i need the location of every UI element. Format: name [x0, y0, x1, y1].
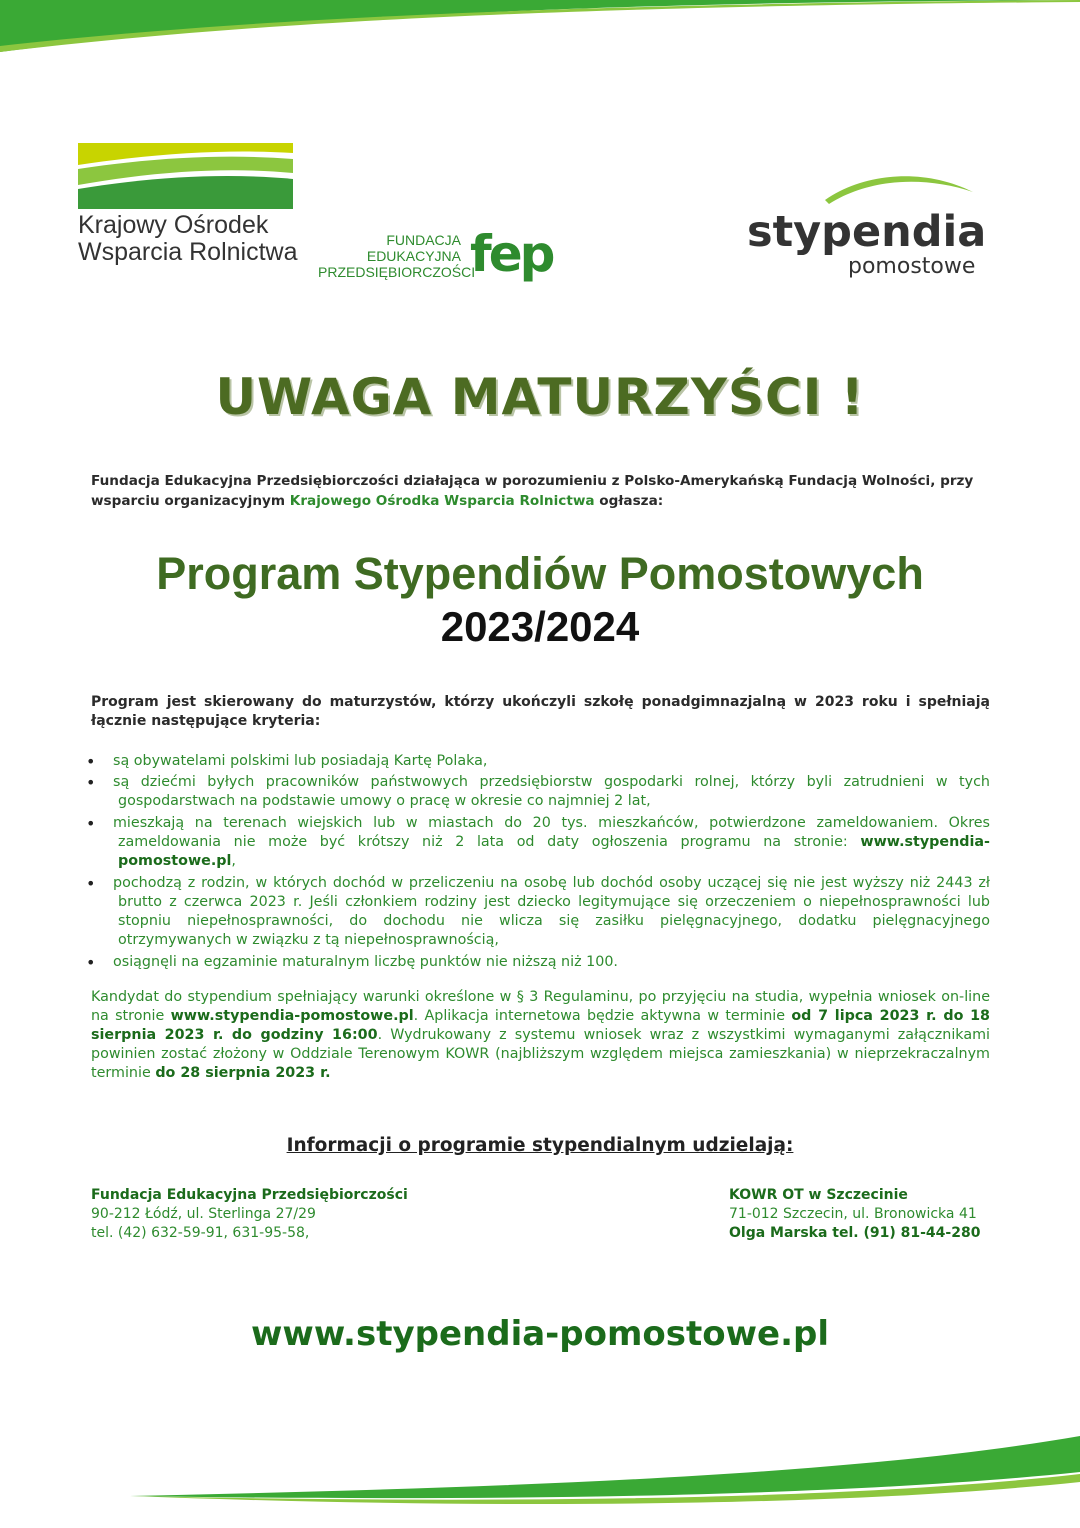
- applicant-dates: od 7 lipca 2023 r. do 18 sierpnia 2023 r. do godziny 16:00: [91, 1008, 990, 1043]
- stypendia-logo-main: stypendia: [747, 207, 987, 257]
- criteria-list: [91, 752, 990, 975]
- contact-fep: [91, 1186, 408, 1243]
- contact-fep-address: 90-212 Łódź, ul. Sterlinga 27/29: [91, 1206, 316, 1222]
- applicant-text-2: . Aplikacja internetowa będzie aktywna w terminie: [413, 1008, 792, 1024]
- fep-logo-mark: fep: [470, 225, 553, 283]
- contact-kowr: [729, 1186, 980, 1243]
- criteria-item-text: osiągnęli na egzaminie maturalnym liczbę punktów nie niższą niż 100.: [113, 954, 618, 970]
- applicant-website-link[interactable]: www.stypendia-pomostowe.pl: [170, 1008, 414, 1024]
- fep-logo-text: [318, 232, 476, 280]
- intro-text-2: ogłasza:: [594, 493, 664, 509]
- criteria-item: [91, 773, 990, 811]
- criteria-item: [91, 752, 990, 771]
- applicant-paragraph: [91, 988, 990, 1083]
- contact-fep-phone: tel. (42) 632-59-91, 631-95-58,: [91, 1225, 310, 1241]
- intro-paragraph: [91, 471, 991, 511]
- contact-kowr-phone: Olga Marska tel. (91) 81-44-280: [729, 1225, 981, 1241]
- program-years: 2023/2024: [440, 603, 640, 650]
- stypendia-logo-sub: pomostowe: [848, 254, 976, 279]
- criteria-item: [91, 814, 990, 871]
- contact-kowr-name: KOWR OT w Szczecinie: [729, 1187, 908, 1203]
- criteria-item-text: są obywatelami polskimi lub posiadają Kartę Polaka,: [113, 753, 488, 769]
- footer-website-link[interactable]: www.stypendia-pomostowe.pl: [251, 1314, 829, 1354]
- kowr-logo-line1: Krajowy Ośrodek: [78, 211, 269, 239]
- headline: UWAGA MATURZYŚCI !: [215, 368, 865, 426]
- applicant-text-3: . Wydrukowany z systemu wniosek wraz z wszystkimi wymaganymi załącznikami powinien zostać złożony w Oddziale Terenowym KOWR (najbliższym względem miejsca zamieszkania) w nieprzekraczalnym terminie: [91, 1027, 990, 1081]
- criteria-website-link[interactable]: www.stypendia-pomostowe.pl: [118, 834, 990, 869]
- intro-text-1: Fundacja Edukacyjna Przedsiębiorczości działająca w porozumieniu z Polsko-Amerykańską Fundacją Wolności, przy wsparciu organizacyjnym: [91, 473, 974, 509]
- fep-logo-line3: PRZEDSIĘBIORCZOŚCI: [318, 264, 476, 280]
- stypendia-logo-arc: [825, 170, 975, 210]
- criteria-item: [91, 953, 990, 972]
- kowr-logo-mark: [78, 143, 294, 209]
- fep-logo-line2: EDUKACYJNA: [366, 248, 461, 264]
- criteria-item-end: ,: [231, 853, 236, 869]
- criteria-item-text: są dziećmi byłych pracowników państwowych przedsiębiorstw gospodarki rolnej, którzy byli zatrudnieni w tych gospodarstwach na podstawie umowy o pracę w okresie co najmniej 2 lat,: [113, 774, 990, 809]
- contact-kowr-address: 71-012 Szczecin, ul. Bronowicka 41: [729, 1206, 977, 1222]
- top-wave-decoration: [0, 0, 1080, 60]
- applicant-text-1: Kandydat do stypendium spełniający warunki określone w § 3 Regulaminu, po przyjęciu na studia, wypełnia wniosek on-line na stronie: [91, 989, 990, 1024]
- contact-fep-name: Fundacja Edukacyjna Przedsiębiorczości: [91, 1187, 408, 1203]
- fep-logo-line1: FUNDACJA: [386, 232, 461, 248]
- kowr-logo-line2: Wsparcia Rolnictwa: [78, 238, 298, 266]
- criteria-item-text: mieszkają na terenach wiejskich lub w miastach do 20 tys. mieszkańców, potwierdzone zameldowaniem. Okres zameldowania nie może być krótszy niż 2 lata od daty ogłoszenia programu na stronie:: [113, 815, 990, 850]
- criteria-item: [91, 874, 990, 950]
- bottom-wave-decoration: [0, 1430, 1080, 1528]
- applicant-deadline: do 28 sierpnia 2023 r.: [155, 1065, 331, 1081]
- kowr-logo-text: [78, 212, 298, 266]
- target-paragraph: Program jest skierowany do maturzystów, którzy ukończyli szkołę ponadgimnazjalną w 2023 roku i spełniają łącznie następujące kryteria:: [91, 694, 990, 729]
- info-heading: Informacji o programie stypendialnym udzielają:: [286, 1135, 794, 1156]
- program-title: Program Stypendiów Pomostowych: [156, 548, 924, 599]
- intro-kowr-highlight: Krajowego Ośrodka Wsparcia Rolnictwa: [289, 493, 595, 509]
- criteria-item-text: pochodzą z rodzin, w których dochód w przeliczeniu na osobę lub dochód osoby uczącej się nie jest wyższy niż 2443 zł brutto z czerwca 2023 r. Jeśli członkiem rodziny jest dziecko legitymujące się orzeczeniem o niepełnosprawności lub stopniu niepełnosprawności, do dochodu nie wlicza się zasiłku pielęgnacyjnego, dodatku pielęgnacyjnego otrzymywanych w związku z tą niepełnosprawnością,: [113, 875, 990, 948]
